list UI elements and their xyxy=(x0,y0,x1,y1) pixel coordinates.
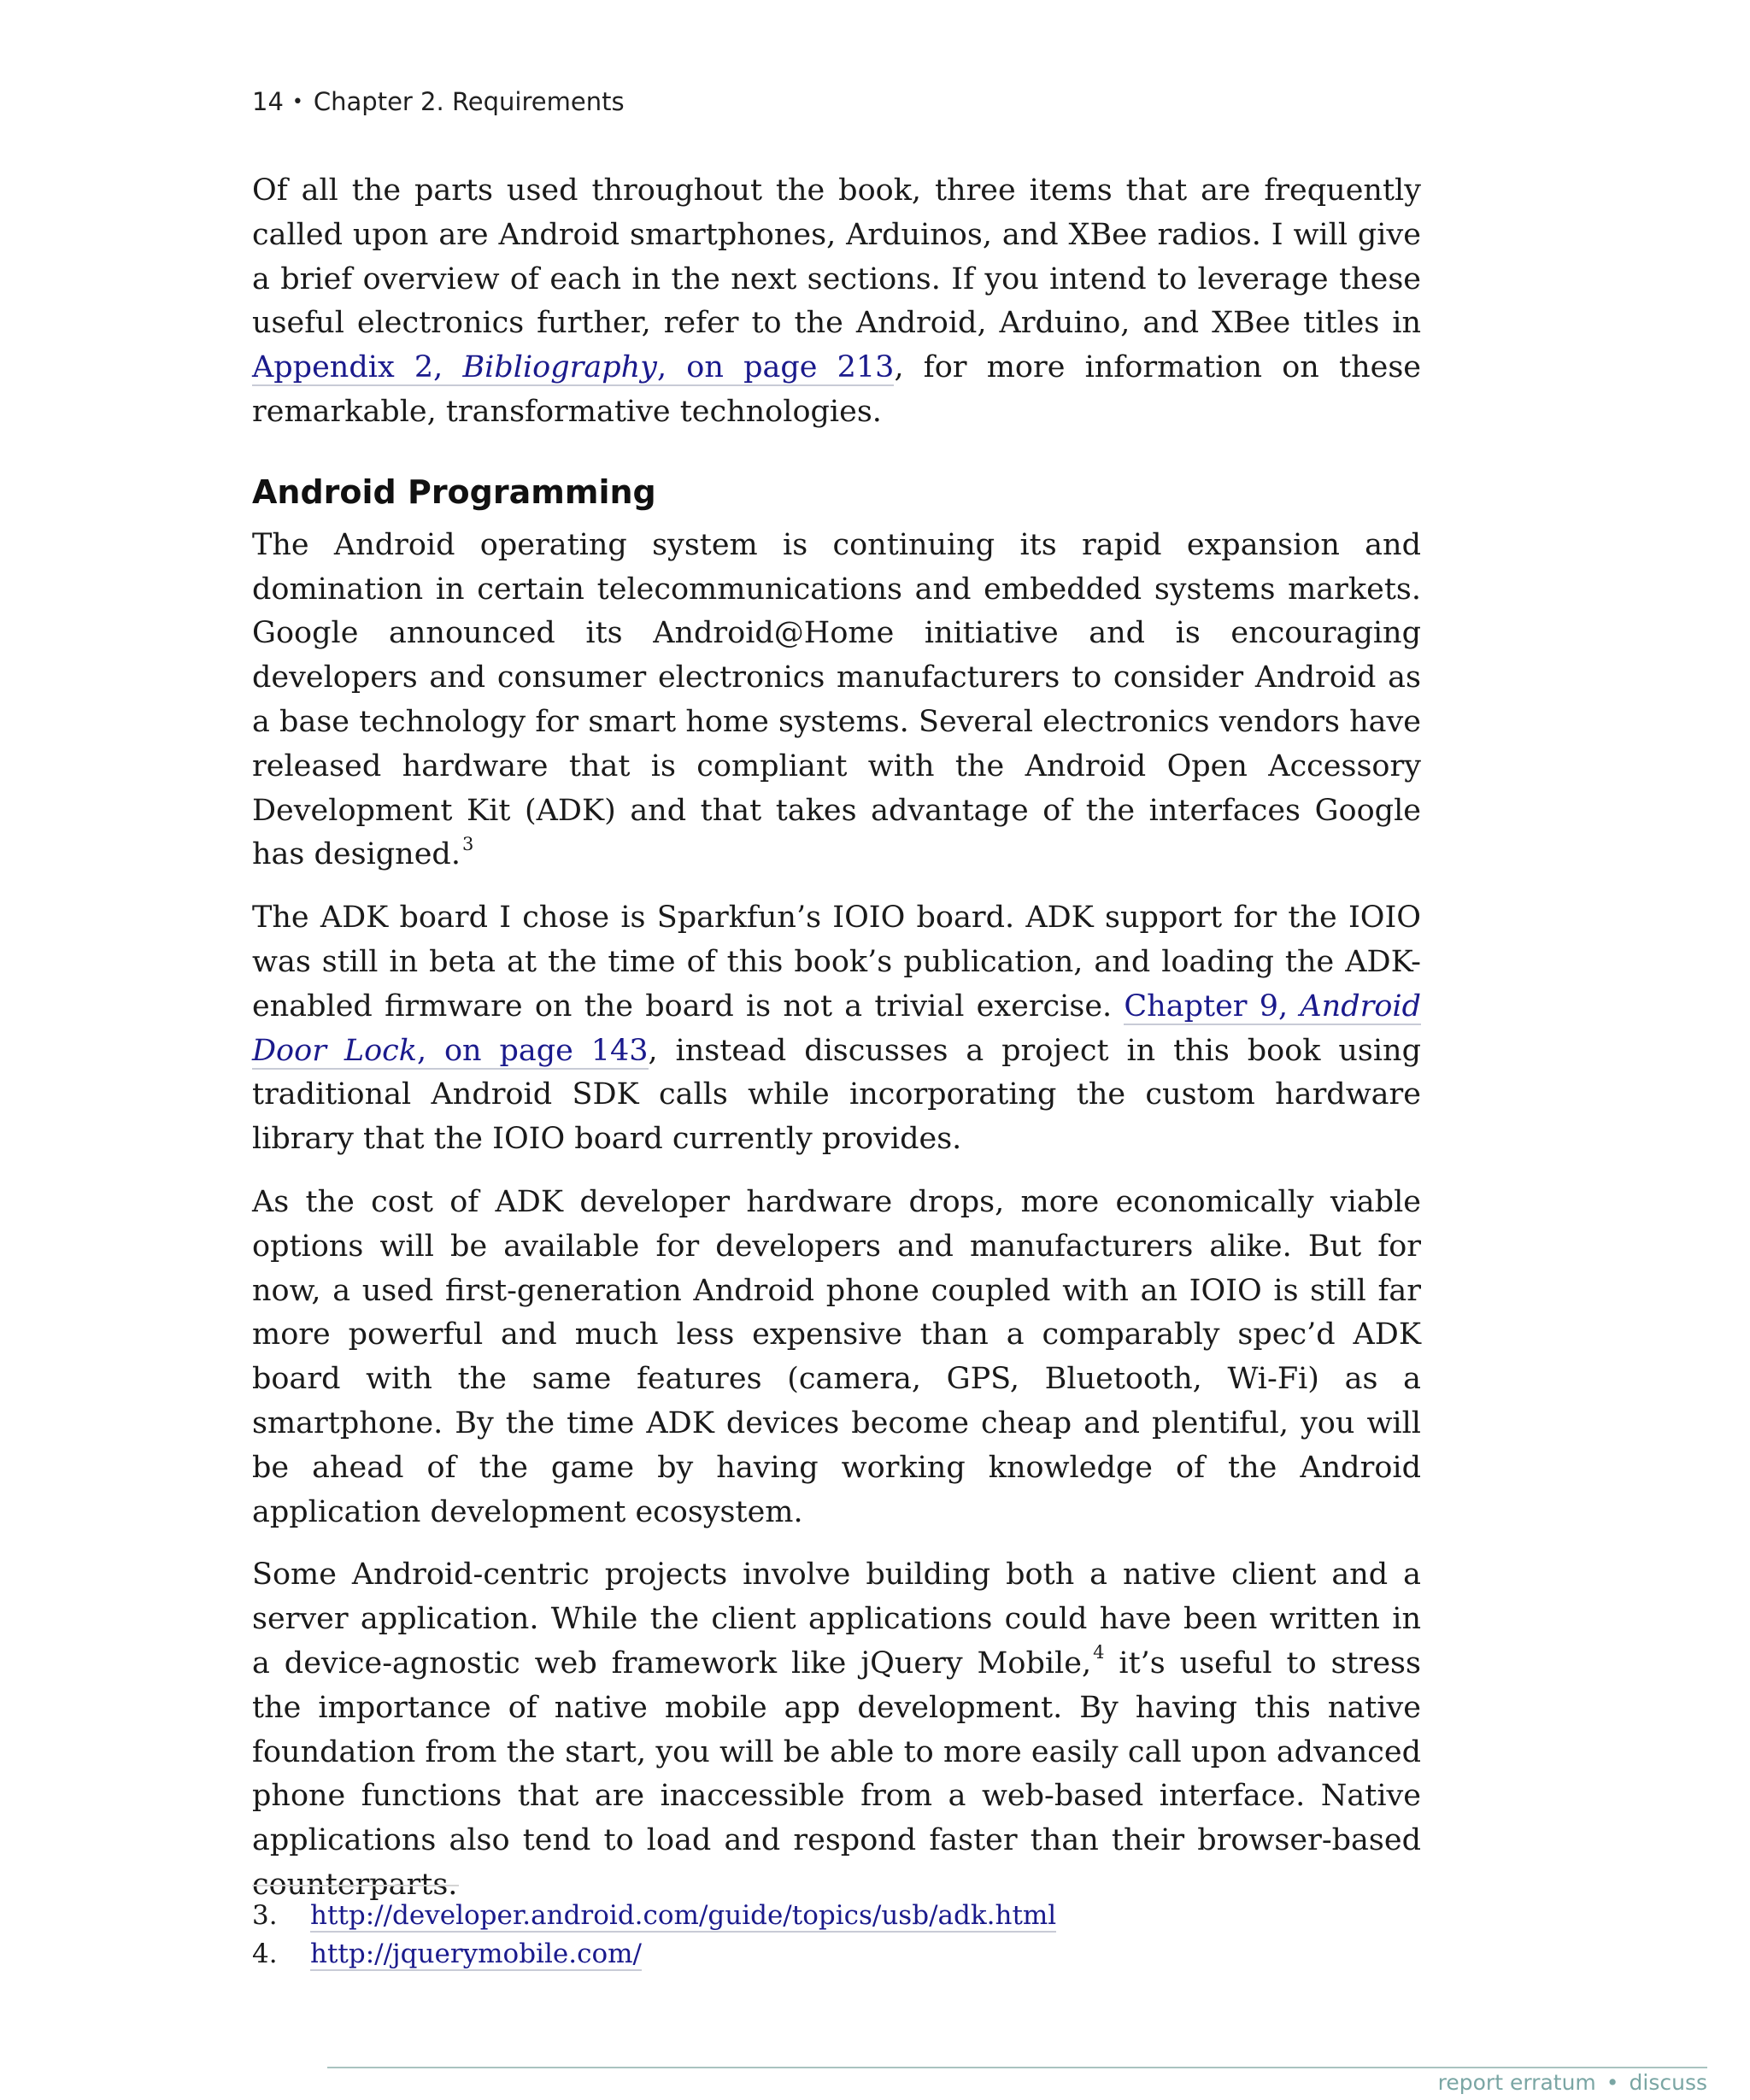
paragraph-native-apps-text-1: Some Android-centric projects involve building both a native client and a server application. While the client applications could have been written in a device-agnostic web framework like jQuery Mobile, xyxy=(252,1557,1421,1681)
bibliography-link-prefix: Appendix 2, xyxy=(252,350,463,385)
footnote-divider xyxy=(252,1885,459,1886)
bibliography-link-suffix: , on page 213 xyxy=(656,350,895,385)
door-lock-link-suffix: , on page 143 xyxy=(416,1033,649,1068)
paragraph-native-apps-text-2: it’s useful to stress the importance of native mobile app development. By having this native foundation from the start, you will be able to more easily call upon advanced phone functions that are inaccessible from a web-based interface. Native applications also tend to load and respond faster than their browser-based counterparts. xyxy=(252,1645,1421,1902)
footnote-link-adk[interactable]: http://developer.android.com/guide/topics/usb/adk.html xyxy=(310,1900,1057,1931)
footnote-4 xyxy=(252,1935,1056,1974)
footnote-number: 4. xyxy=(252,1939,278,1969)
footnote-ref-4[interactable]: 4 xyxy=(1093,1642,1105,1663)
paragraph-adk-cost-text: As the cost of ADK developer hardware drops, more economically viable options will be available for developers and manufacturers alike. But for now, a used first-generation Android phone coupled with an IOIO is still far more powerful and much less expensive than a comparably spec’d ADK board with the same features (camera, GPS, Bluetooth, Wi-Fi) as a smartphone. By the time ADK devices become cheap and plentiful, you will be ahead of the game by having working knowledge of the Android application development ecosystem. xyxy=(252,1184,1421,1529)
paragraph-adk-board xyxy=(252,896,1421,1162)
running-header xyxy=(252,87,625,116)
footnotes xyxy=(252,1897,1056,1974)
paragraph-adk-board-text-2: , instead discusses a project in this book using traditional Android SDK calls while incorporating the custom hardware library that the IOIO board currently provides. xyxy=(252,1033,1421,1157)
page-number: 14 xyxy=(252,87,284,116)
paragraph-adk-cost xyxy=(252,1181,1421,1534)
intro-paragraph xyxy=(252,169,1421,435)
door-lock-link-prefix: Chapter 9, xyxy=(1124,988,1301,1024)
header-bullet: • xyxy=(291,91,303,113)
footer-separator: • xyxy=(1606,2070,1619,2095)
page-footer xyxy=(1438,2070,1707,2095)
footnote-number: 3. xyxy=(252,1900,278,1931)
paragraph-adk-board-text-1: The ADK board I chose is Sparkfun’s IOIO board. ADK support for the IOIO was still in beta at the time of this book’s publication, and loading the ADK-enabled firmware on the board is not a trivial exercise. xyxy=(252,900,1421,1024)
bibliography-link[interactable] xyxy=(252,350,894,386)
discuss-link[interactable]: discuss xyxy=(1629,2070,1707,2095)
paragraph-android-os-text: The Android operating system is continuing its rapid expansion and domination in certain telecommunications and embedded systems markets. Google announced its Android@Home initiative and is encouraging developers and consumer electronics manufacturers to consider Android as a base technology for smart home systems. Several electronics vendors have released hardware that is compliant with the Android Open Accessory Development Kit (ADK) and that takes advantage of the interfaces Google has designed. xyxy=(252,527,1421,872)
door-lock-link-title: Android Door Lock xyxy=(252,988,1422,1068)
footer-divider xyxy=(327,2067,1707,2068)
section-heading: Android Programming xyxy=(252,472,656,511)
footnote-3 xyxy=(252,1897,1056,1935)
report-erratum-link[interactable]: report erratum xyxy=(1437,2070,1596,2095)
page-body xyxy=(252,169,1421,1927)
paragraph-native-apps xyxy=(252,1553,1421,1907)
footnote-ref-3[interactable]: 3 xyxy=(461,833,474,854)
intro-text-2: , for more information on these remarkable, transformative technologies. xyxy=(252,350,1421,429)
paragraph-android-os xyxy=(252,524,1421,877)
footnote-link-jquerymobile[interactable]: http://jquerymobile.com/ xyxy=(310,1939,642,1969)
bibliography-link-title: Bibliography xyxy=(462,350,657,385)
chapter-title: Chapter 2. Requirements xyxy=(313,87,625,116)
intro-text-1: Of all the parts used throughout the book, three items that are frequently called upon are Android smartphones, Arduinos, and XBee radios. I will give a brief overview of each in the next sections. If you intend to leverage these useful electronics further, refer to the Android, Arduino, and XBee titles in xyxy=(252,173,1421,341)
